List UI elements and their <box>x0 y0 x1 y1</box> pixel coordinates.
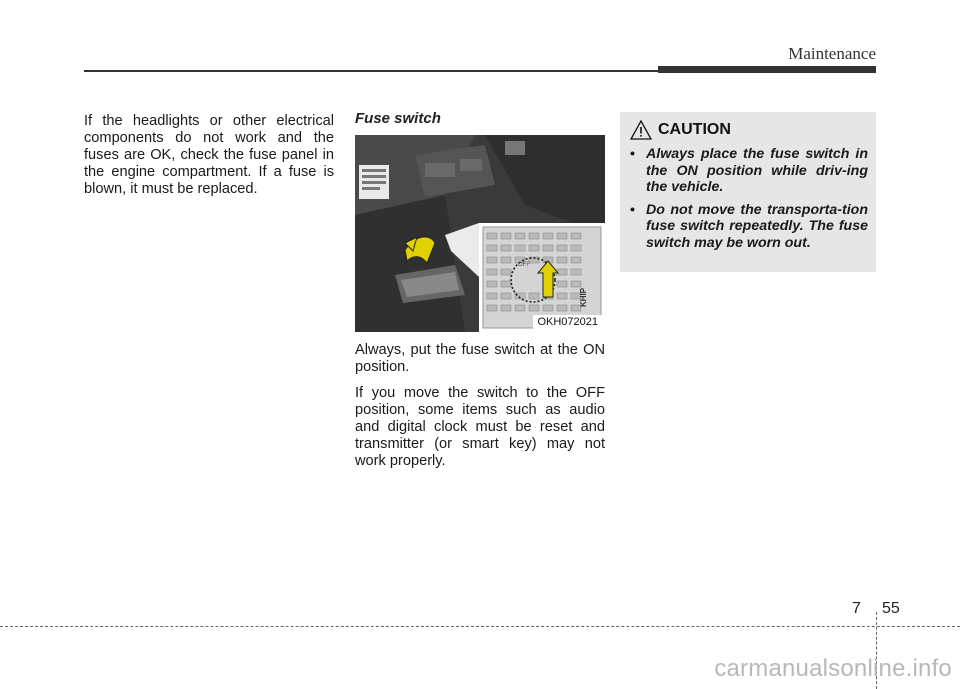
caution-item <box>630 146 868 196</box>
page-number: 55 <box>882 600 900 617</box>
chapter-number: 7 <box>852 600 861 617</box>
caution-list <box>630 146 868 251</box>
fuse-switch-figure <box>355 135 605 332</box>
figure-panel-label: KHIP <box>579 287 588 307</box>
caution-box <box>620 112 876 272</box>
caution-item-text: Always place the fuse switch in the ON position while driv-ing the vehicle. <box>646 146 868 195</box>
fuse-switch-illustration <box>355 135 605 332</box>
figure-off-label: OFF <box>518 262 530 268</box>
caution-title: CAUTION <box>658 121 731 138</box>
caution-header <box>630 120 868 140</box>
section-heading: Fuse switch <box>355 110 441 127</box>
intro-paragraph: If the headlights or other electrical components do not work and the fuses are OK, check the fuse panel in the engine compartment. If a fuse is blown, it must be replaced. <box>84 113 334 197</box>
body-paragraph-2: If you move the switch to the OFF position, some items such as audio and digital clock must be reset and transmitter (or smart key) may not work properly. <box>355 385 605 469</box>
footer-rule <box>0 626 960 627</box>
left-column <box>84 113 334 207</box>
bullet-icon: • <box>630 201 635 218</box>
body-paragraph-1: Always, put the fuse switch at the ON position. <box>355 342 605 375</box>
middle-column <box>355 110 605 479</box>
warning-triangle-icon <box>630 120 652 140</box>
header-rule-thin <box>84 70 662 72</box>
figure-code: OKH072021 <box>533 315 602 329</box>
header-rule-thick <box>658 66 876 73</box>
caution-item <box>630 202 868 252</box>
caution-item-text: Do not move the transporta-tion fuse switch repeatedly. The fuse switch may be worn out. <box>646 201 868 251</box>
watermark: carmanualsonline.info <box>714 655 952 682</box>
header-title: Maintenance <box>788 44 876 63</box>
bullet-icon: • <box>630 146 635 162</box>
